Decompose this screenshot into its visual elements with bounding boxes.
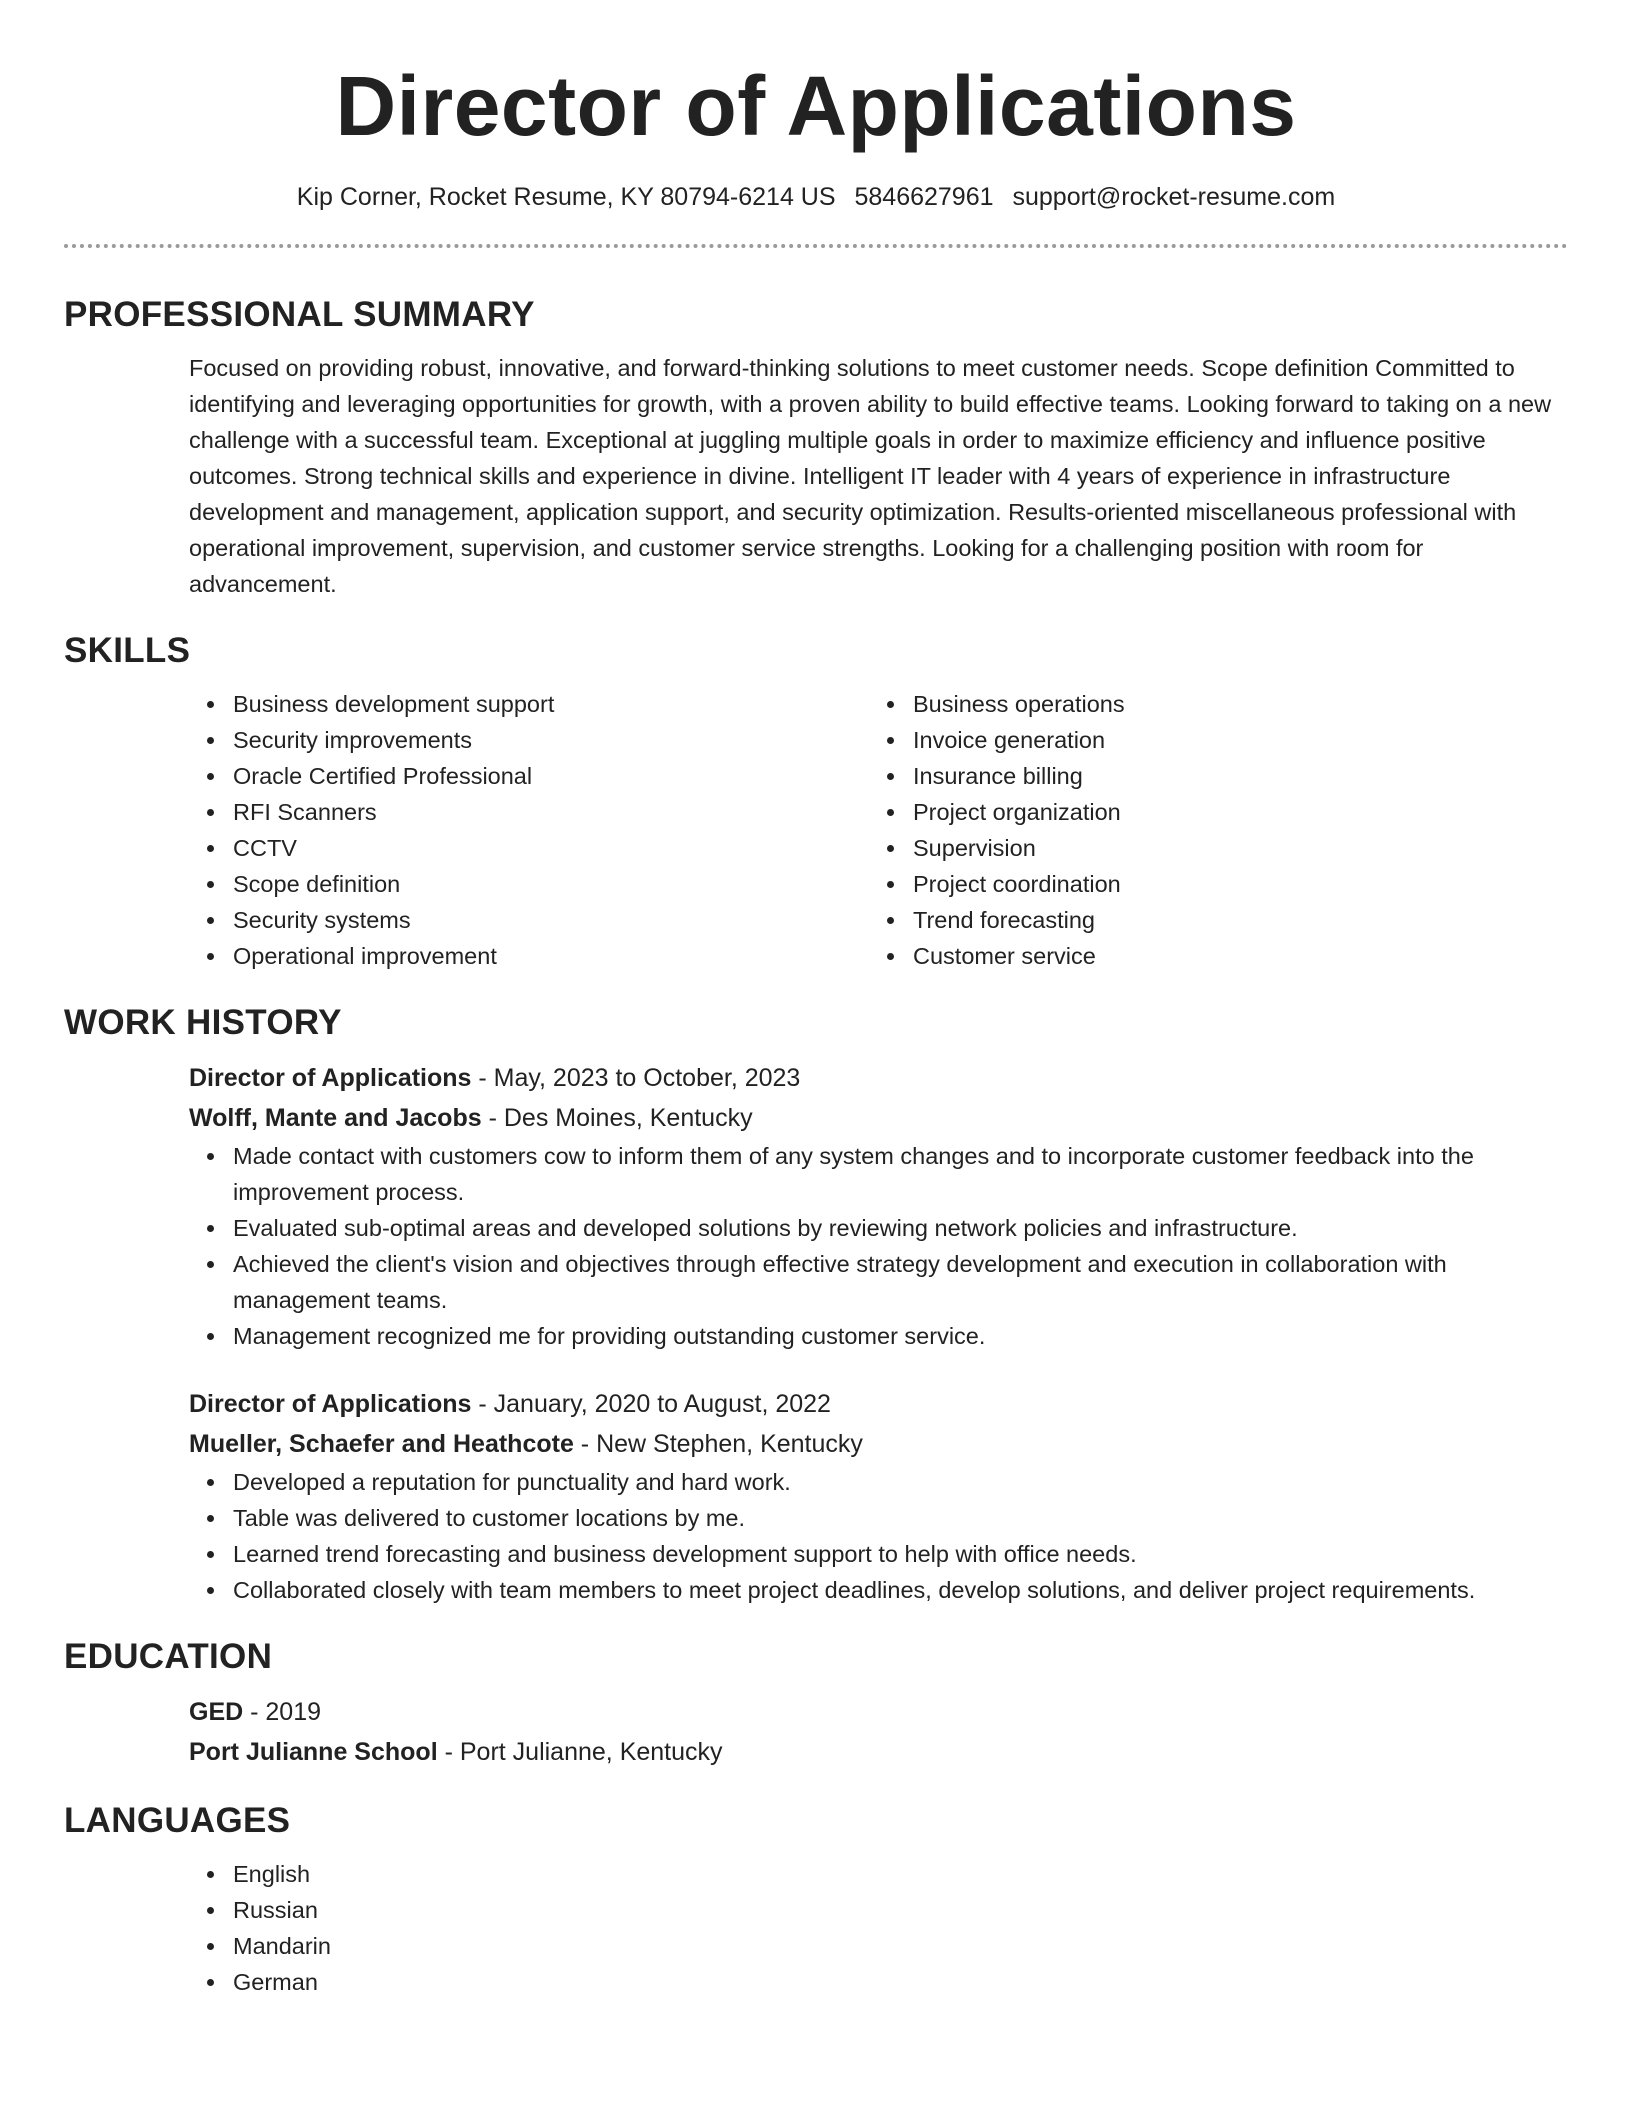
skill-item: Project coordination	[913, 866, 1549, 902]
skill-item: CCTV	[233, 830, 869, 866]
skill-item: Scope definition	[233, 866, 869, 902]
job-location: - Des Moines, Kentucky	[481, 1104, 753, 1132]
job-title: Director of Applications	[189, 1390, 472, 1418]
skill-item: Business operations	[913, 686, 1549, 722]
education-school: Port Julianne School	[189, 1738, 438, 1766]
job-bullet: Evaluated sub-optimal areas and developed solutions by reviewing network policies and infrastructure.	[233, 1210, 1568, 1246]
skill-item: Operational improvement	[233, 938, 869, 974]
contact-address: Kip Corner, Rocket Resume, KY 80794-6214 US	[296, 183, 836, 211]
contact-email: support@rocket-resume.com	[1012, 183, 1336, 211]
education-heading: EDUCATION	[64, 1637, 273, 1676]
skill-item: Oracle Certified Professional	[233, 758, 869, 794]
contact-line	[64, 180, 1568, 214]
languages-section	[64, 1800, 1568, 2000]
education-year: - 2019	[243, 1698, 322, 1726]
job-bullet: Learned trend forecasting and business development support to help with office needs.	[233, 1536, 1568, 1572]
skill-item: RFI Scanners	[233, 794, 869, 830]
job-entry	[189, 1058, 1568, 1354]
summary-text: Focused on providing robust, innovative, and forward-thinking solutions to meet customer needs. Scope definition Committed to identifying and leveraging opportunities for growth, with a proven ability to build effective teams. Looking forward to taking on a new challenge with a successful team. Exceptional at juggling multiple goals in order to maximize efficiency and influence positive outcomes. Strong technical skills and experience in divine. Intelligent IT leader with 4 years of experience in infrastructure development and management, application support, and security optimization. Results-oriented miscellaneous professional with operational improvement, supervision, and customer service strengths. Looking for a challenging position with room for advancement.	[189, 355, 1552, 597]
skill-item: Security systems	[233, 902, 869, 938]
skill-item: Customer service	[913, 938, 1549, 974]
language-item: Russian	[233, 1892, 1568, 1928]
education-section	[64, 1636, 1568, 1772]
skill-item: Project organization	[913, 794, 1549, 830]
education-school-line	[189, 1732, 1568, 1772]
skill-item: Invoice generation	[913, 722, 1549, 758]
job-company-line	[189, 1098, 1568, 1138]
job-dates: - January, 2020 to August, 2022	[471, 1390, 831, 1418]
education-entry	[189, 1692, 1568, 1772]
education-degree: GED	[189, 1698, 244, 1726]
header-divider	[64, 244, 1568, 248]
job-company: Wolff, Mante and Jacobs	[189, 1104, 482, 1132]
job-bullet: Table was delivered to customer locations by me.	[233, 1500, 1568, 1536]
resume-name: Director of Applications	[335, 59, 1297, 153]
work-history-heading: WORK HISTORY	[64, 1003, 342, 1042]
skills-list-left	[189, 686, 869, 974]
skill-item: Supervision	[913, 830, 1549, 866]
job-bullet: Achieved the client's vision and objectives through effective strategy development and execution in collaboration with management teams.	[233, 1246, 1568, 1318]
skills-section	[64, 630, 1568, 974]
skills-column-left	[189, 686, 869, 974]
languages-list	[189, 1856, 1568, 2000]
job-title-line	[189, 1384, 1568, 1424]
job-bullets	[189, 1464, 1568, 1608]
job-bullet: Collaborated closely with team members to meet project deadlines, develop solutions, and deliver project requirements.	[233, 1572, 1568, 1608]
skill-item: Trend forecasting	[913, 902, 1549, 938]
skill-item: Business development support	[233, 686, 869, 722]
job-company: Mueller, Schaefer and Heathcote	[189, 1430, 574, 1458]
job-bullet: Made contact with customers cow to inform them of any system changes and to incorporate customer feedback into the improvement process.	[233, 1138, 1568, 1210]
education-degree-line	[189, 1692, 1568, 1732]
language-item: Mandarin	[233, 1928, 1568, 1964]
job-entry	[189, 1384, 1568, 1608]
languages-heading: LANGUAGES	[64, 1801, 291, 1840]
contact-phone: 5846627961	[854, 183, 994, 211]
job-bullets	[189, 1138, 1568, 1354]
language-item: German	[233, 1964, 1568, 2000]
summary-heading: PROFESSIONAL SUMMARY	[64, 295, 535, 334]
language-item: English	[233, 1856, 1568, 1892]
job-title: Director of Applications	[189, 1064, 472, 1092]
work-history-section	[64, 1002, 1568, 1608]
job-bullet: Management recognized me for providing outstanding customer service.	[233, 1318, 1568, 1354]
skills-column-right	[869, 686, 1549, 974]
summary-section	[64, 294, 1568, 602]
job-location: - New Stephen, Kentucky	[573, 1430, 863, 1458]
job-title-line	[189, 1058, 1568, 1098]
skill-item: Security improvements	[233, 722, 869, 758]
education-location: - Port Julianne, Kentucky	[437, 1738, 723, 1766]
job-bullet: Developed a reputation for punctuality and hard work.	[233, 1464, 1568, 1500]
job-dates: - May, 2023 to October, 2023	[471, 1064, 801, 1092]
skills-list-right	[869, 686, 1549, 974]
skill-item: Insurance billing	[913, 758, 1549, 794]
skills-grid	[189, 686, 1568, 974]
job-company-line	[189, 1424, 1568, 1464]
skills-heading: SKILLS	[64, 631, 191, 670]
